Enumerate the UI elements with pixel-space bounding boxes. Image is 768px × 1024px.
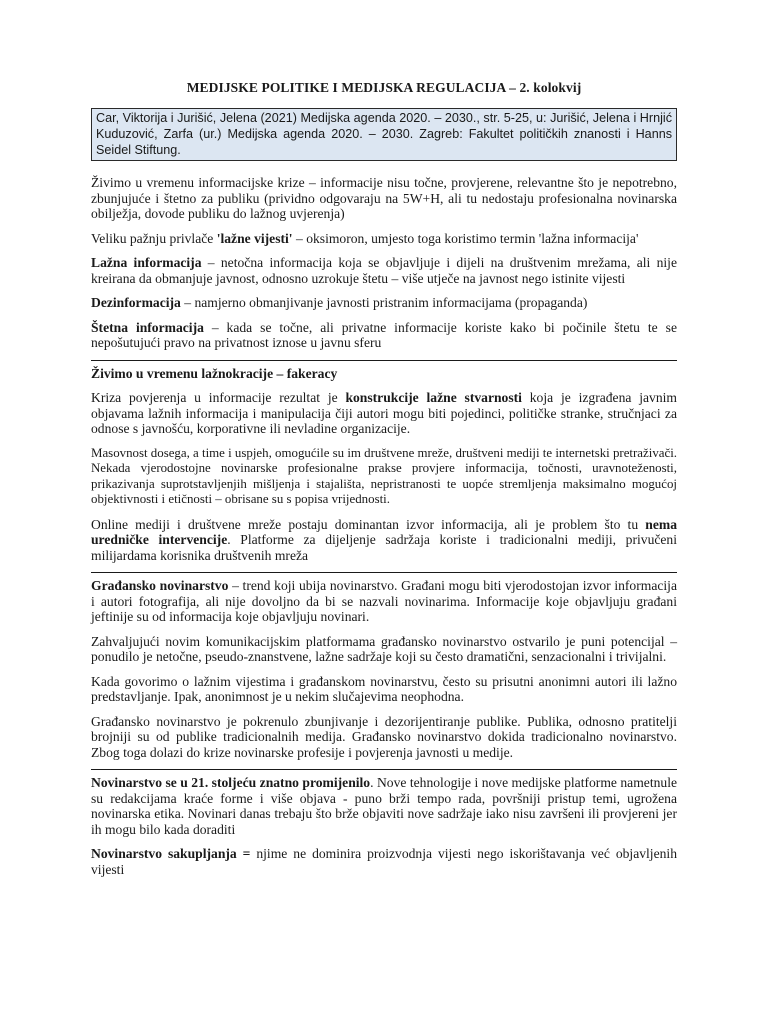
bold-term: Novinarstvo se u 21. stoljeću znatno promijenilo (91, 775, 371, 790)
section-divider (91, 360, 677, 361)
document-title: MEDIJSKE POLITIKE I MEDIJSKA REGULACIJA – 2. kolokvij (186, 80, 582, 95)
text: – trend koji ubija novinarstvo. Građani mogu biti vjerodostojan izvor informacija i autori fotografija, ali nije dovoljno da bi se nazvali novinarima. Informacije koje objavljuju građani jeftinije su od informacija koje objavljuju novinari. (91, 578, 677, 624)
paragraph-journalism-changed (91, 775, 677, 837)
paragraph-disinformation (91, 295, 677, 311)
text: – namjerno obmanjivanje javnosti pristranim informacijama (propaganda) (180, 295, 588, 310)
bold-term: Građansko novinarstvo (91, 578, 229, 593)
text: Veliku pažnju privlače (91, 230, 217, 246)
paragraph-information-crisis: Živimo u vremenu informacijske krize – informacije nisu točne, provjerene, relevantne što je nepotrebno, zbunjujuće i štetno za publiku (prividno odgovaraju na 5W+H, ali tu nedostaju profesionalna novinarska obilježja, dovode publiku do lažnog uvjerenja) (91, 175, 677, 221)
paragraph-misinformation (91, 255, 677, 286)
text: njime ne dominira proizvodnja vijesti nego iskorištavanja već objavljenih vijesti (91, 846, 677, 877)
paragraph-online-media (91, 517, 677, 564)
paragraph-trust-crisis (91, 390, 677, 437)
heading-text: Živimo u vremenu lažnokracije – fakeracy (91, 365, 338, 381)
paragraph-fake-news (91, 231, 677, 247)
paragraph-new-platforms: Zahvaljujući novim komunikacijskim platformama građansko novinarstvo ostvarilo je puni potencijal – ponudilo je netočne, pseudo-znanstvene, lažne sadržaje koji su često dramatični, senzacionalni i trivijalni. (91, 633, 677, 664)
section-divider (91, 572, 677, 573)
paragraph-mass-reach: Masovnost dosega, a time i uspjeh, omogućile su im društvene mreže, društveni mediji te internetski pretraživači. Nekada vjerodostojne novinarske profesionalne prakse provjere informacija, točnosti, uravnoteženosti, prikazivanja suprotstavljenjih mišljenja i stajališta, nepristranosti te uopće stremljenja maksimalno mogućoj objektivnosti i etičnosti – obrisane su s popisa vrijednosti. (91, 445, 678, 506)
paragraph-malinformation (91, 320, 677, 351)
bold-term: Novinarstvo sakupljanja = (91, 846, 251, 861)
text: Online mediji i društvene mreže postaju dominantan izvor informacija, ali je problem što tu (91, 516, 646, 532)
text: – oksimoron, umjesto toga koristimo termin 'lažna informacija' (292, 230, 639, 246)
paragraph-audience-confusion: Građansko novinarstvo je pokrenulo zbunjivanje i dezorijentiranje publike. Publika, odnosno pratitelji brojniji su od publike tradicionalnih medija. Građansko novinarstvo dokida tradicionalno novinarstvo. Zbog toga dolazi do krize novinarske profesije i povjerenja javnosti u medije. (91, 713, 677, 760)
text: – kada se točne, ali privatne informacije koriste kako bi počinile štetu te se nepošutujući pravo na privatnost iznose u javnu sferu (91, 319, 677, 350)
text: . Nove tehnologije i nove medijske platforme nametnule su redakcijama kraće forme i više objava - puno brži tempo rada, površniji pristup temi, ugrožena novinarska etika. Novinari danas trebaju što brže objaviti nove sadržaje iako nisu završeni ili provjereni jer ih mogu bilo kada doraditi (91, 775, 678, 837)
section-heading-fakeracy (91, 366, 677, 382)
reference-box: Car, Viktorija i Jurišić, Jelena (2021) Medijska agenda 2020. – 2030., str. 5-25, u: Jurišić, Jelena i Hrnjić Kuduzović, Zarfa (ur.) Medijska agenda 2020. – 2030. Zagreb: Fakultet političkih znanosti i Hanns Seidel Stiftung. (91, 108, 677, 161)
text: Kriza povjerenja u informacije rezultat je (91, 390, 346, 405)
bold-term: Lažna informacija (91, 255, 202, 270)
paragraph-anonymous-authors: Kada govorimo o lažnim vijestima i građanskom novinarstvu, često su prisutni anonimni autori ili lažno predstavljanje. Ipak, anonimnost je u nekim slučajevima neophodna. (91, 673, 677, 704)
paragraph-citizen-journalism (91, 578, 677, 625)
text: koja je izgrađena javnim objavama lažnih informacija i manipulacija čiji autori mogu biti pojedinci, političke stranke, stručnjaci za odnose s javnošću, korporativne ili nevladine organizacije. (91, 390, 677, 436)
paragraph-aggregation-journalism (91, 846, 677, 877)
bold-term: Štetna informacija (91, 319, 204, 335)
bold-term: 'lažne vijesti' (216, 230, 293, 246)
text: – netočna informacija koja se objavljuje i dijeli na društvenim mrežama, ali nije kreirana da obmanjuje javnost, odnosno uzrokuje štetu – više utječe na javnost nego istinite vijesti (91, 255, 677, 286)
text: . Platforme za dijeljenje sadržaja koriste i tradicionalni mediji, privučeni milijardama korisnika društvenih mreža (91, 532, 678, 563)
bold-term: konstrukcije lažne stvarnosti (345, 390, 522, 405)
bold-term: Dezinformacija (91, 295, 181, 310)
section-divider (91, 769, 677, 770)
bold-term: nema uredničke intervencije (91, 516, 677, 547)
